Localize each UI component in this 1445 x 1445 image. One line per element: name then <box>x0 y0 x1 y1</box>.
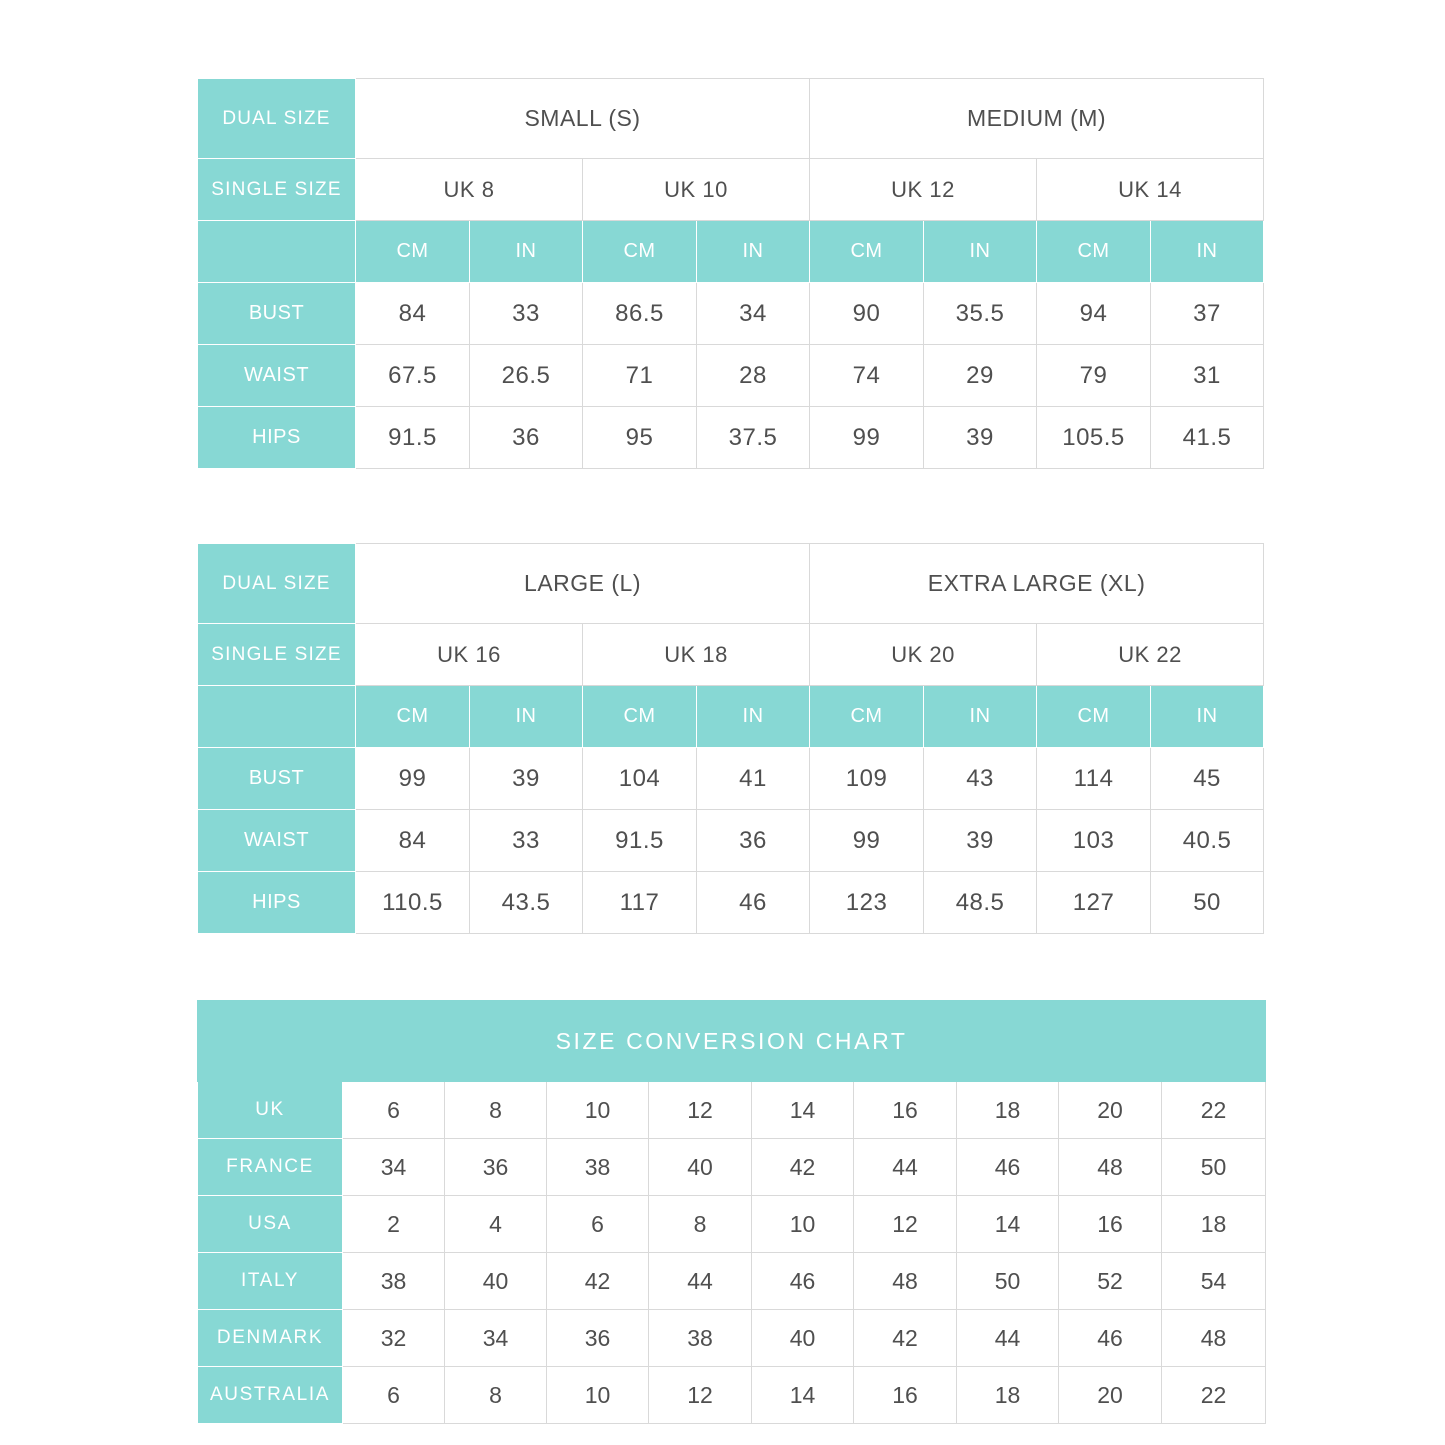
unit-cm-4: CM <box>1037 221 1151 283</box>
table-row <box>198 1367 1266 1424</box>
cell-hips-0: 91.5 <box>356 407 470 469</box>
dual-size-label: DUAL SIZE <box>198 544 356 624</box>
table-row-single-size <box>198 624 1264 686</box>
unit-cm-2: CM <box>583 221 697 283</box>
cell-denmark-6: 44 <box>957 1310 1059 1367</box>
table-row <box>198 872 1264 934</box>
table-row-single-size <box>198 159 1264 221</box>
cell-bust-2: 104 <box>583 748 697 810</box>
cell-hips-6: 105.5 <box>1037 407 1151 469</box>
single-size-uk20: UK 20 <box>810 624 1037 686</box>
cell-france-3: 40 <box>649 1139 752 1196</box>
cell-hips-5: 39 <box>924 407 1037 469</box>
cell-australia-5: 16 <box>854 1367 957 1424</box>
measure-label-waist: WAIST <box>198 345 356 407</box>
cell-hips-1: 36 <box>470 407 583 469</box>
cell-waist-3: 28 <box>697 345 810 407</box>
cell-usa-3: 8 <box>649 1196 752 1253</box>
cell-denmark-4: 40 <box>752 1310 854 1367</box>
measure-label-hips: HIPS <box>198 872 356 934</box>
unit-cm-2: CM <box>583 686 697 748</box>
dual-size-large: LARGE (L) <box>356 544 810 624</box>
cell-denmark-7: 46 <box>1059 1310 1162 1367</box>
table-row <box>198 345 1264 407</box>
cell-france-1: 36 <box>445 1139 547 1196</box>
cell-france-0: 34 <box>343 1139 445 1196</box>
dual-size-label: DUAL SIZE <box>198 79 356 159</box>
cell-uk-5: 16 <box>854 1082 957 1139</box>
cell-france-4: 42 <box>752 1139 854 1196</box>
cell-italy-0: 38 <box>343 1253 445 1310</box>
table-row <box>198 810 1264 872</box>
single-size-uk14: UK 14 <box>1037 159 1264 221</box>
single-size-uk8: UK 8 <box>356 159 583 221</box>
cell-hips-1: 43.5 <box>470 872 583 934</box>
cell-waist-2: 91.5 <box>583 810 697 872</box>
cell-waist-4: 99 <box>810 810 924 872</box>
cell-denmark-2: 36 <box>547 1310 649 1367</box>
cell-denmark-0: 32 <box>343 1310 445 1367</box>
single-size-uk18: UK 18 <box>583 624 810 686</box>
cell-hips-3: 37.5 <box>697 407 810 469</box>
cell-france-7: 48 <box>1059 1139 1162 1196</box>
table-row <box>198 1082 1266 1139</box>
country-label-usa: USA <box>198 1196 343 1253</box>
cell-hips-4: 99 <box>810 407 924 469</box>
cell-waist-3: 36 <box>697 810 810 872</box>
cell-denmark-8: 48 <box>1162 1310 1266 1367</box>
cell-bust-2: 86.5 <box>583 283 697 345</box>
cell-bust-7: 45 <box>1151 748 1264 810</box>
cell-bust-3: 41 <box>697 748 810 810</box>
country-label-france: FRANCE <box>198 1139 343 1196</box>
cell-uk-4: 14 <box>752 1082 854 1139</box>
table-row <box>198 283 1264 345</box>
table-row-units <box>198 221 1264 283</box>
cell-uk-2: 10 <box>547 1082 649 1139</box>
cell-waist-5: 39 <box>924 810 1037 872</box>
unit-in-2: IN <box>697 221 810 283</box>
cell-usa-8: 18 <box>1162 1196 1266 1253</box>
unit-in-4: IN <box>1151 221 1264 283</box>
unit-row-blank <box>198 686 356 748</box>
cell-italy-4: 46 <box>752 1253 854 1310</box>
unit-cm-1: CM <box>356 686 470 748</box>
size-table-small-medium <box>197 78 1264 469</box>
cell-waist-0: 67.5 <box>356 345 470 407</box>
unit-row-blank <box>198 221 356 283</box>
measure-label-waist: WAIST <box>198 810 356 872</box>
cell-italy-7: 52 <box>1059 1253 1162 1310</box>
measure-label-bust: BUST <box>198 283 356 345</box>
cell-australia-3: 12 <box>649 1367 752 1424</box>
unit-in-1: IN <box>470 221 583 283</box>
table-row <box>198 748 1264 810</box>
cell-bust-4: 109 <box>810 748 924 810</box>
cell-italy-5: 48 <box>854 1253 957 1310</box>
cell-bust-5: 35.5 <box>924 283 1037 345</box>
cell-france-2: 38 <box>547 1139 649 1196</box>
cell-france-8: 50 <box>1162 1139 1266 1196</box>
table-spacer-1 <box>197 469 1263 543</box>
cell-uk-1: 8 <box>445 1082 547 1139</box>
cell-australia-7: 20 <box>1059 1367 1162 1424</box>
country-label-uk: UK <box>198 1082 343 1139</box>
cell-uk-3: 12 <box>649 1082 752 1139</box>
unit-in-3: IN <box>924 686 1037 748</box>
cell-italy-1: 40 <box>445 1253 547 1310</box>
unit-cm-3: CM <box>810 686 924 748</box>
cell-bust-5: 43 <box>924 748 1037 810</box>
table-row-dual-size <box>198 544 1264 624</box>
table-row-dual-size <box>198 79 1264 159</box>
cell-bust-0: 99 <box>356 748 470 810</box>
cell-australia-8: 22 <box>1162 1367 1266 1424</box>
cell-denmark-3: 38 <box>649 1310 752 1367</box>
unit-cm-4: CM <box>1037 686 1151 748</box>
cell-bust-0: 84 <box>356 283 470 345</box>
unit-in-3: IN <box>924 221 1037 283</box>
table-row <box>198 1196 1266 1253</box>
dual-size-xlarge: EXTRA LARGE (XL) <box>810 544 1264 624</box>
cell-waist-0: 84 <box>356 810 470 872</box>
unit-in-1: IN <box>470 686 583 748</box>
cell-waist-6: 79 <box>1037 345 1151 407</box>
table-row <box>198 1139 1266 1196</box>
cell-hips-2: 117 <box>583 872 697 934</box>
cell-usa-1: 4 <box>445 1196 547 1253</box>
cell-usa-4: 10 <box>752 1196 854 1253</box>
cell-italy-3: 44 <box>649 1253 752 1310</box>
size-conversion-table <box>197 1000 1266 1424</box>
cell-australia-1: 8 <box>445 1367 547 1424</box>
cell-uk-8: 22 <box>1162 1082 1266 1139</box>
cell-hips-7: 41.5 <box>1151 407 1264 469</box>
table-row <box>198 1253 1266 1310</box>
table-spacer-2 <box>197 934 1263 1000</box>
cell-italy-2: 42 <box>547 1253 649 1310</box>
table-row <box>198 1310 1266 1367</box>
cell-waist-6: 103 <box>1037 810 1151 872</box>
single-size-uk16: UK 16 <box>356 624 583 686</box>
cell-bust-1: 33 <box>470 283 583 345</box>
unit-cm-3: CM <box>810 221 924 283</box>
cell-waist-1: 26.5 <box>470 345 583 407</box>
cell-waist-4: 74 <box>810 345 924 407</box>
cell-italy-8: 54 <box>1162 1253 1266 1310</box>
cell-australia-4: 14 <box>752 1367 854 1424</box>
cell-bust-7: 37 <box>1151 283 1264 345</box>
unit-in-4: IN <box>1151 686 1264 748</box>
country-label-italy: ITALY <box>198 1253 343 1310</box>
cell-hips-5: 48.5 <box>924 872 1037 934</box>
cell-uk-7: 20 <box>1059 1082 1162 1139</box>
cell-waist-5: 29 <box>924 345 1037 407</box>
cell-uk-0: 6 <box>343 1082 445 1139</box>
cell-waist-1: 33 <box>470 810 583 872</box>
unit-in-2: IN <box>697 686 810 748</box>
cell-denmark-5: 42 <box>854 1310 957 1367</box>
conversion-chart-title: SIZE CONVERSION CHART <box>198 1001 1266 1082</box>
country-label-denmark: DENMARK <box>198 1310 343 1367</box>
table-row-units <box>198 686 1264 748</box>
cell-hips-2: 95 <box>583 407 697 469</box>
single-size-uk22: UK 22 <box>1037 624 1264 686</box>
conversion-title-row <box>198 1001 1266 1082</box>
cell-australia-0: 6 <box>343 1367 445 1424</box>
cell-australia-2: 10 <box>547 1367 649 1424</box>
cell-usa-0: 2 <box>343 1196 445 1253</box>
single-size-label: SINGLE SIZE <box>198 624 356 686</box>
cell-usa-6: 14 <box>957 1196 1059 1253</box>
cell-usa-5: 12 <box>854 1196 957 1253</box>
cell-waist-7: 31 <box>1151 345 1264 407</box>
cell-france-5: 44 <box>854 1139 957 1196</box>
cell-usa-7: 16 <box>1059 1196 1162 1253</box>
cell-bust-4: 90 <box>810 283 924 345</box>
cell-usa-2: 6 <box>547 1196 649 1253</box>
cell-bust-3: 34 <box>697 283 810 345</box>
country-label-australia: AUSTRALIA <box>198 1367 343 1424</box>
cell-australia-6: 18 <box>957 1367 1059 1424</box>
single-size-uk12: UK 12 <box>810 159 1037 221</box>
table-row <box>198 407 1264 469</box>
cell-uk-6: 18 <box>957 1082 1059 1139</box>
cell-bust-1: 39 <box>470 748 583 810</box>
single-size-uk10: UK 10 <box>583 159 810 221</box>
cell-denmark-1: 34 <box>445 1310 547 1367</box>
dual-size-medium: MEDIUM (M) <box>810 79 1264 159</box>
size-table-large-xlarge <box>197 543 1264 934</box>
cell-waist-7: 40.5 <box>1151 810 1264 872</box>
cell-bust-6: 114 <box>1037 748 1151 810</box>
cell-france-6: 46 <box>957 1139 1059 1196</box>
measure-label-hips: HIPS <box>198 407 356 469</box>
cell-hips-3: 46 <box>697 872 810 934</box>
cell-bust-6: 94 <box>1037 283 1151 345</box>
measure-label-bust: BUST <box>198 748 356 810</box>
cell-hips-7: 50 <box>1151 872 1264 934</box>
cell-italy-6: 50 <box>957 1253 1059 1310</box>
unit-cm-1: CM <box>356 221 470 283</box>
single-size-label: SINGLE SIZE <box>198 159 356 221</box>
dual-size-small: SMALL (S) <box>356 79 810 159</box>
cell-waist-2: 71 <box>583 345 697 407</box>
cell-hips-4: 123 <box>810 872 924 934</box>
cell-hips-6: 127 <box>1037 872 1151 934</box>
cell-hips-0: 110.5 <box>356 872 470 934</box>
